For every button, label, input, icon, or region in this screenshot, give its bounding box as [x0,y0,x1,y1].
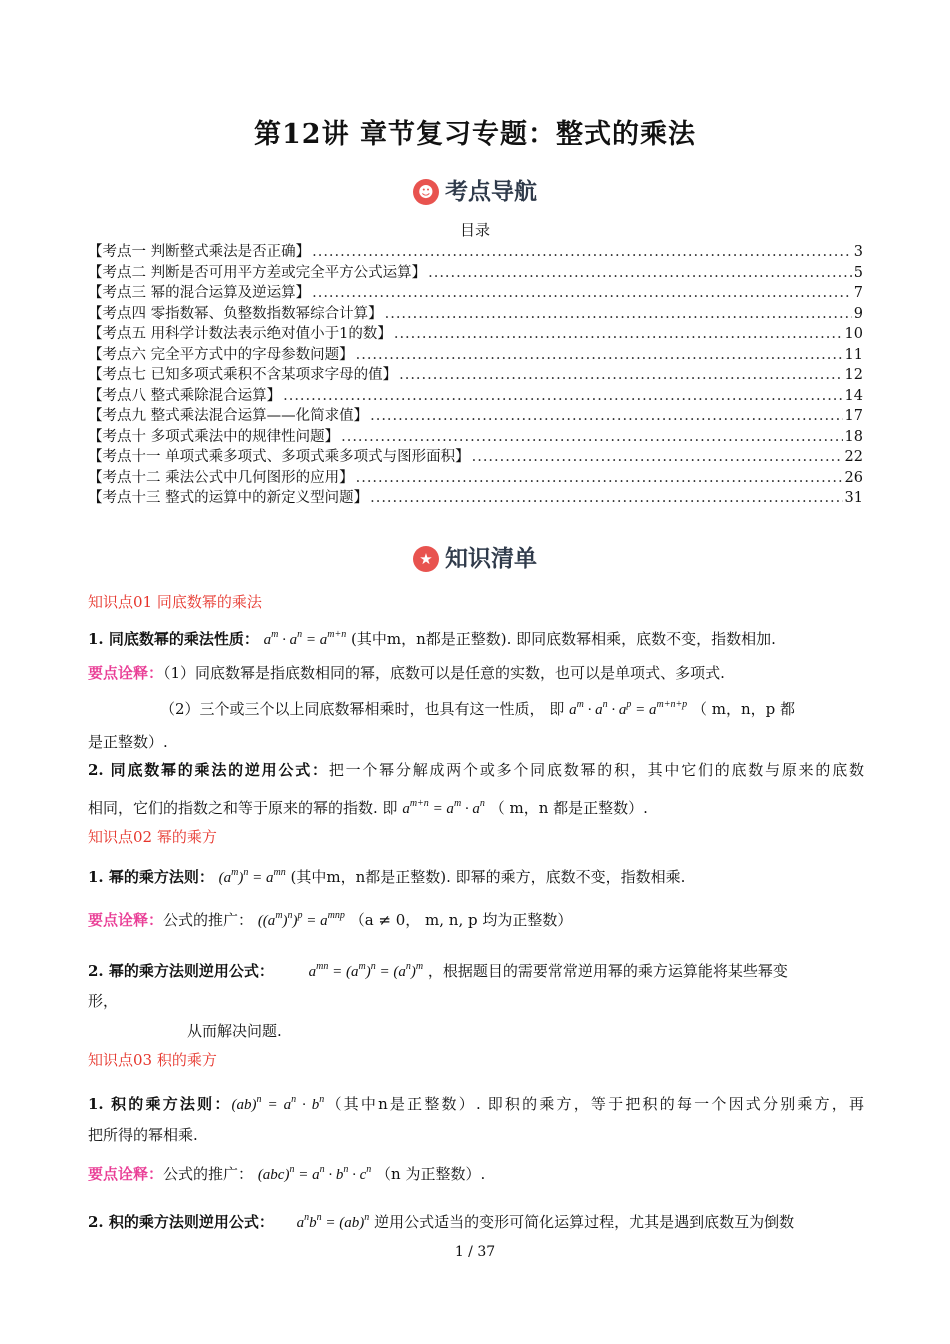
k1-formula-2: $a^m \cdot a^n \cdot a^p = a^{m+n+p}$ [569,699,688,718]
k3-formula-3: $a^nb^n = (ab)^n$ [296,1212,370,1231]
nav-heading-text: 考点导航 [445,179,537,205]
k3-formula-2: $(abc)^n = a^n \cdot b^n \cdot c^n$ [257,1164,372,1183]
toc-entry-label: 【考点三 幂的混合运算及逆运算】 [88,285,311,301]
toc-leader-dots [394,326,843,342]
k1-rule-label: 1. 同底数幂的乘法性质： [88,630,259,648]
knowledge-point-03-heading: 知识点03 积的乘方 [88,1051,217,1069]
page-title: 第12讲 章节复习专题：整式的乘法 [254,119,696,150]
k2-rule-label: 1. 幂的乘方法则： [88,868,214,886]
toc-entry-label: 【考点四 零指数幂、负整数指数幂综合计算】 [88,305,383,322]
k2-formula-3: $a^{mn} = (a^m)^n = (a^n)^m$ [308,961,424,980]
k1-note-2: （2）三个或三个以上同底数幂相乘时，也具有这一性质， 即 [160,700,565,718]
table-of-contents [88,240,863,507]
k1-rule-text: (其中m，n都是正整数). 即同底数幂相乘，底数不变，指数相加. [351,630,776,648]
k3-rule-text: （其中n是正整数）. 即积的乘方，等于把积的每一个因式分别乘方，再 [324,1095,865,1113]
k2-generalization: 公式的推广： [163,911,254,929]
k1-line-4: 是正整数）. [88,733,168,751]
toc-leader-dots [312,285,852,301]
k1-formula-3: $a^{m+n} = a^m \cdot a^n$ [402,798,485,817]
toc-entry-page: 18 [844,428,863,445]
k3-generalization-tail: （n 为正整数）. [376,1165,486,1183]
toc-entry[interactable] [88,404,863,425]
toc-entry-label: 【考点九 整式乘法混合运算——化简求值】 [88,408,369,424]
toc-entry-page: 26 [844,469,863,486]
toc-entry-label: 【考点六 完全平方式中的字母参数问题】 [88,346,354,363]
k3-line-2: 把所得的幂相乘. [88,1126,198,1144]
toc-entry-label: 【考点二 判断是否可用平方差或完全平方公式运算】 [88,264,427,281]
k3-key-label: 要点诠释： [88,1165,164,1183]
user-icon: ☻ [413,179,439,205]
k3-line-3 [88,1163,864,1184]
toc-entry-label: 【考点八 整式乘除混合运算】 [88,387,282,404]
toc-entry-label: 【考点一 判断整式乘法是否正确】 [88,244,311,260]
nav-section-heading [0,173,950,206]
k1-formula-1: $a^m \cdot a^n = a^{m+n}$ [263,629,347,648]
toc-entry[interactable] [88,445,863,466]
page-number: 1 / 37 [454,1244,496,1260]
toc-entry[interactable] [88,322,863,343]
toc-entry-label: 【考点十一 单项式乘多项式、多项式乘多项式与图形面积】 [88,449,470,465]
toc-leader-dots [283,388,842,404]
toc-entry-page: 3 [853,244,863,260]
toc-entry[interactable] [88,281,863,302]
k2-rule-text: (其中m，n都是正整数). 即幂的乘方，底数不变，指数相乘. [290,868,686,886]
toc-entry-label: 【考点十 多项式乘法中的规律性问题】 [88,428,340,445]
toc-entry-page: 12 [844,367,863,383]
toc-entry-label: 【考点七 已知多项式乘积不含某项求字母的值】 [88,367,398,383]
knowledge-point-01-heading: 知识点01 同底数幂的乘法 [88,593,262,611]
k1-inverse-tail: （ m，n 都是正整数）. [489,799,648,817]
k1-note-2-tail: （ m，n，p 都 [691,700,795,718]
k1-note-1: （1）同底数幂是指底数相同的幂，底数可以是任意的实数，也可以是单项式、多项式. [163,664,725,682]
toc-entry[interactable] [88,466,863,487]
toc-entry[interactable] [88,425,863,446]
toc-entry-page: 22 [844,449,863,465]
toc-entry-page: 31 [844,490,863,506]
toc-entry[interactable] [88,261,863,282]
knowledge-point-02-heading: 知识点02 幂的乘方 [88,828,217,846]
toc-title: 目录 [459,221,490,239]
k2-formula-2: $((a^m)^n)^p = a^{mnp}$ [257,910,345,929]
toc-entry[interactable] [88,240,863,261]
toc-entry[interactable] [88,363,863,384]
toc-leader-dots [370,408,842,424]
toc-entry-page: 9 [853,305,863,322]
toc-leader-dots [356,347,843,363]
k3-line-4 [88,1211,864,1232]
toc-leader-dots [428,265,852,281]
toc-leader-dots [385,306,852,322]
k1-line-6 [88,797,864,818]
k1-inverse-text-2: 相同，它们的指数之和等于原来的幂的指数. 即 [88,799,398,817]
k2-key-label: 要点诠释： [88,911,164,929]
toc-entry[interactable] [88,343,863,364]
knowledge-heading-text: 知识清单 [445,546,537,572]
k2-line-5: 从而解决问题. [187,1022,282,1040]
toc-leader-dots [341,429,842,445]
toc-leader-dots [370,490,842,506]
k1-line-2 [88,662,864,683]
k3-rule-label: 1. 积的乘方法则： [88,1095,232,1113]
k2-generalization-tail: （a ≠ 0， m, n, p 均为正整数） [349,911,573,929]
k3-inverse-label: 2. 积的乘方法则逆用公式： [88,1213,274,1231]
k3-line-1 [88,1093,864,1114]
toc-entry-page: 10 [844,326,863,342]
toc-entry-page: 11 [844,346,863,363]
knowledge-section-heading [0,540,950,573]
toc-leader-dots [356,470,843,486]
k2-inverse-label: 2. 幂的乘方法则逆用公式： [88,962,274,980]
k3-generalization: 公式的推广： [163,1165,254,1183]
toc-entry-page: 17 [844,408,863,424]
k1-line-5 [88,759,864,780]
k1-line-1 [88,628,864,649]
k3-formula-1: $(ab)^n = a^n \cdot b^n$ [231,1094,325,1113]
k2-line-3 [88,960,864,981]
toc-entry-page: 14 [844,387,863,404]
toc-leader-dots [472,449,843,465]
k2-line-2 [88,909,864,930]
toc-leader-dots [399,367,842,383]
k2-line-1 [88,866,864,887]
k3-inverse-text: 逆用公式适当的变形可简化运算过程，尤其是遇到底数互为倒数 [374,1213,795,1231]
toc-entry-label: 【考点十三 整式的运算中的新定义型问题】 [88,490,369,506]
toc-entry-page: 5 [853,264,863,281]
k1-key-label: 要点诠释： [88,664,164,682]
k1-inverse-label: 2. 同底数幂的乘法的逆用公式： [88,761,329,779]
k2-line-4: 形， [88,992,119,1010]
toc-entry[interactable] [88,302,863,323]
k1-line-3 [160,698,864,719]
k1-inverse-text: 把一个幂分解成两个或多个同底数幂的积，其中它们的底数与原来的底数 [328,761,864,779]
toc-entry-label: 【考点五 用科学计数法表示绝对值小于1的数】 [88,326,392,342]
k2-inverse-text: ，根据题目的需要常常逆用幂的乘方运算能将某些幂变 [427,962,788,980]
toc-entry-page: 7 [853,285,863,301]
toc-leader-dots [312,244,852,260]
k2-formula-1: $(a^m)^n = a^{mn}$ [218,867,286,886]
toc-entry[interactable] [88,486,863,507]
toc-entry-label: 【考点十二 乘法公式中几何图形的应用】 [88,469,354,486]
star-icon: ★ [413,546,439,572]
toc-entry[interactable] [88,384,863,405]
